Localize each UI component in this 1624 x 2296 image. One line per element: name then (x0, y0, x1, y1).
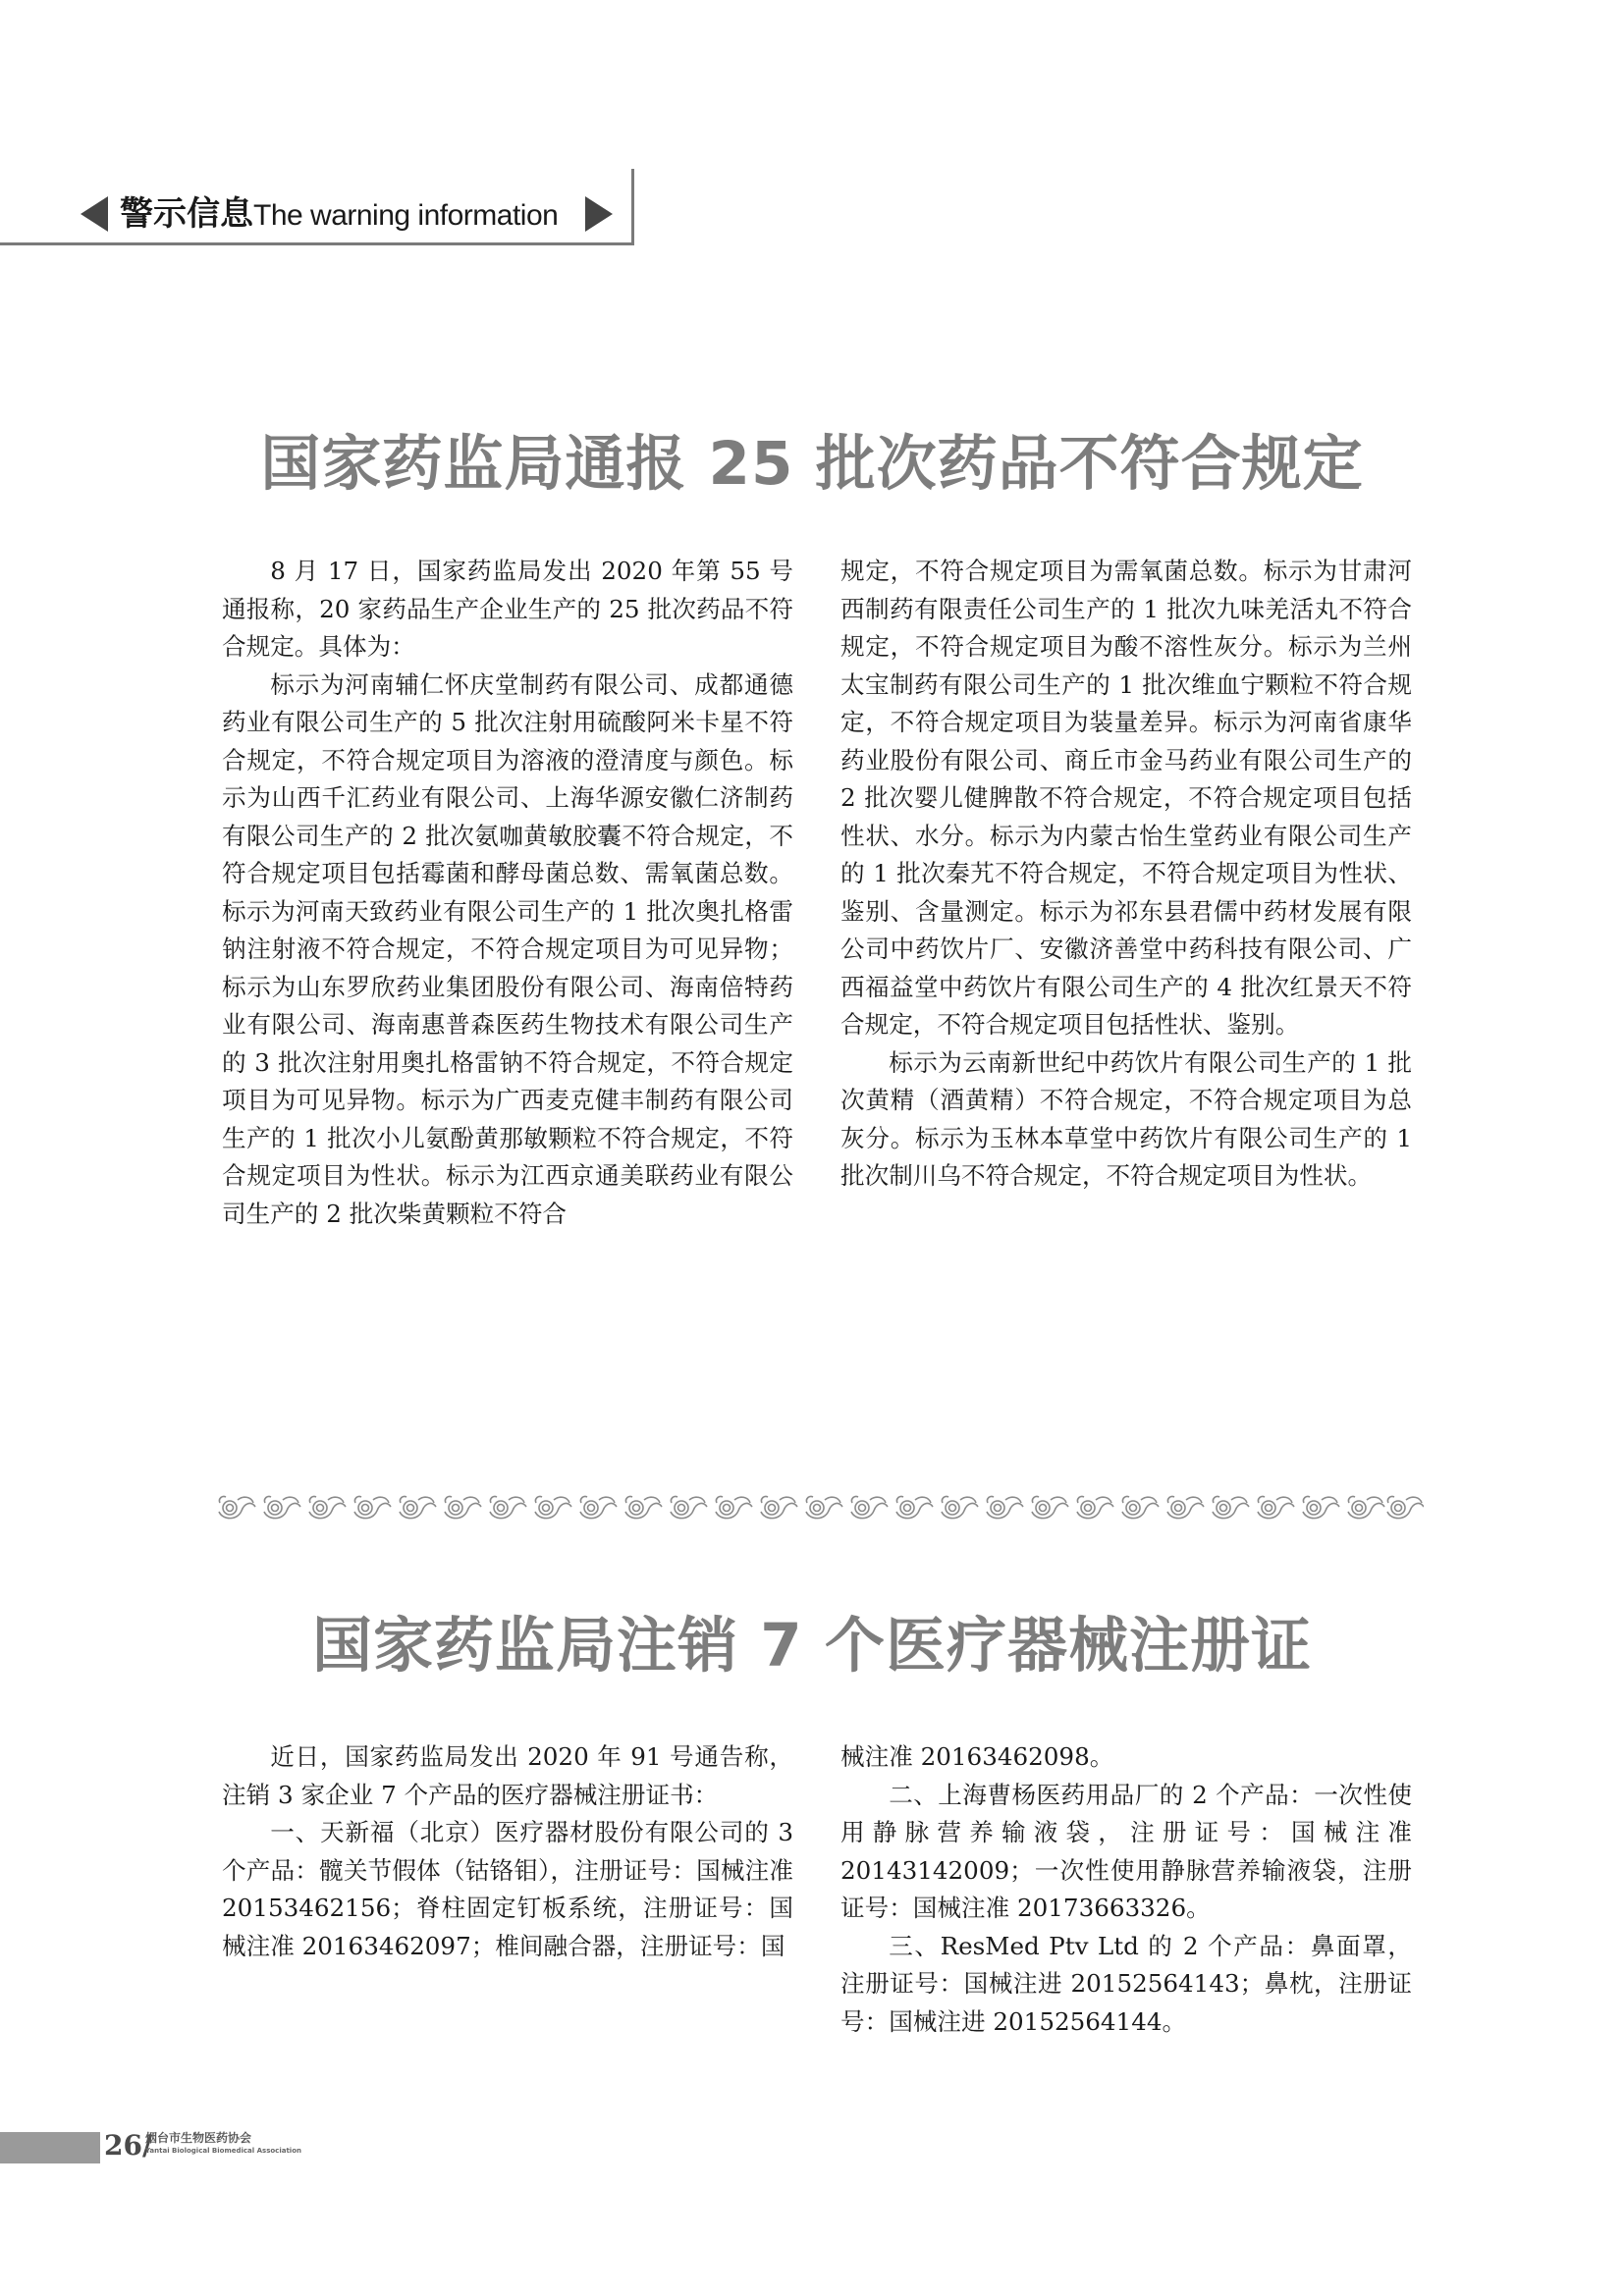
section-title-en: The warning information (253, 199, 559, 232)
footer-masthead-en: Yantai Biological Biomedical Association (145, 2147, 301, 2155)
article1-paragraph: 8 月 17 日，国家药监局发出 2020 年第 55 号通报称，20 家药品生产企业生产的 25 批次药品不符合规定。具体为： (222, 557, 793, 661)
article2-paragraph: 二、上海曹杨医药用品厂的 2 个产品：一次性使用静脉营养输液袋，注册证号：国械注准 20143142009；一次性使用静脉营养输液袋，注册证号：国械注准 20173663326。 (840, 1780, 1412, 1922)
article2-left-column (222, 1738, 793, 1965)
ornamental-divider (214, 1491, 1424, 1524)
header-rule-vertical (631, 169, 634, 245)
footer-bar (0, 2132, 100, 2163)
triangle-left-icon (81, 196, 108, 232)
article1-left-column (222, 553, 793, 1233)
section-title-cn: 警示信息 (120, 195, 253, 233)
article1-right-column (840, 553, 1412, 1196)
footer-masthead: 烟台市生物医药协会 (145, 2131, 252, 2145)
section-title (120, 192, 558, 236)
article1-paragraph: 标示为云南新世纪中药饮片有限公司生产的 1 批次黄精（酒黄精）不符合规定，不符合规定项目为总灰分。标示为玉林本草堂中药饮片有限公司生产的 1 批次制川乌不符合规定，不符合规定项目为性状。 (840, 1047, 1412, 1190)
article2-paragraph: 三、ResMed Ptv Ltd 的 2 个产品：鼻面罩，注册证号：国械注进 20152564143；鼻枕，注册证号：国械注进 20152564144。 (840, 1931, 1412, 2036)
article1-paragraph: 标示为河南辅仁怀庆堂制药有限公司、成都通德药业有限公司生产的 5 批次注射用硫酸阿米卡星不符合规定，不符合规定项目为溶液的澄清度与颜色。标示为山西千汇药业有限公司、上海华源安徽仁济制药有限公司生产的 2 批次氨咖黄敏胶囊不符合规定，不符合规定项目包括霉菌和酵母菌总数、需氧菌总数。标示为河南天致药业有限公司生产的 1 批次奥扎格雷钠注射液不符合规定，不符合规定项目为可见异物；标示为山东罗欣药业集团股份有限公司、海南倍特药业有限公司、海南惠普森医药生物技术有限公司生产的 3 批次注射用奥扎格雷钠不符合规定，不符合规定项目为可见异物。标示为广西麦克健丰制药有限公司生产的 1 批次小儿氨酚黄那敏颗粒不符合规定，不符合规定项目为性状。标示为江西京通美联药业有限公司生产的 2 批次柴黄颗粒不符合 (222, 669, 793, 1228)
article1-title: 国家药监局通报 25 批次药品不符合规定 (260, 429, 1364, 499)
page-number: 26/ (104, 2129, 153, 2162)
article2-paragraph: 一、天新福（北京）医疗器材股份有限公司的 3 个产品：髋关节假体（钴铬钼），注册证号：国械注准 20153462156；脊柱固定钉板系统，注册证号：国械注准 20163462097；椎间融合器，注册证号：国 (222, 1818, 793, 1960)
article1-paragraph: 规定，不符合规定项目为需氧菌总数。标示为甘肃河西制药有限责任公司生产的 1 批次九味羌活丸不符合规定，不符合规定项目为酸不溶性灰分。标示为兰州太宝制药有限公司生产的 1 批次维血宁颗粒不符合规定，不符合规定项目为装量差异。标示为河南省康华药业股份有限公司、商丘市金马药业有限公司生产的 2 批次婴儿健脾散不符合规定，不符合规定项目包括性状、水分。标示为内蒙古怡生堂药业有限公司生产的 1 批次秦艽不符合规定，不符合规定项目为性状、鉴别、含量测定。标示为祁东县君儒中药材发展有限公司中药饮片厂、安徽济善堂中药科技有限公司、广西福益堂中药饮片有限公司生产的 4 批次红景天不符合规定，不符合规定项目包括性状、鉴别。 (840, 557, 1412, 1039)
triangle-right-icon (585, 196, 613, 232)
divider-pattern (219, 1496, 1424, 1518)
header-rule-horizontal (0, 242, 634, 245)
article2-paragraph: 械注准 20163462098。 (840, 1742, 1114, 1771)
article2-paragraph: 近日，国家药监局发出 2020 年 91 号通告称，注销 3 家企业 7 个产品的医疗器械注册证书： (222, 1742, 793, 1809)
article2-right-column (840, 1738, 1412, 2041)
article2-title: 国家药监局注销 7 个医疗器械注册证 (312, 1611, 1312, 1681)
